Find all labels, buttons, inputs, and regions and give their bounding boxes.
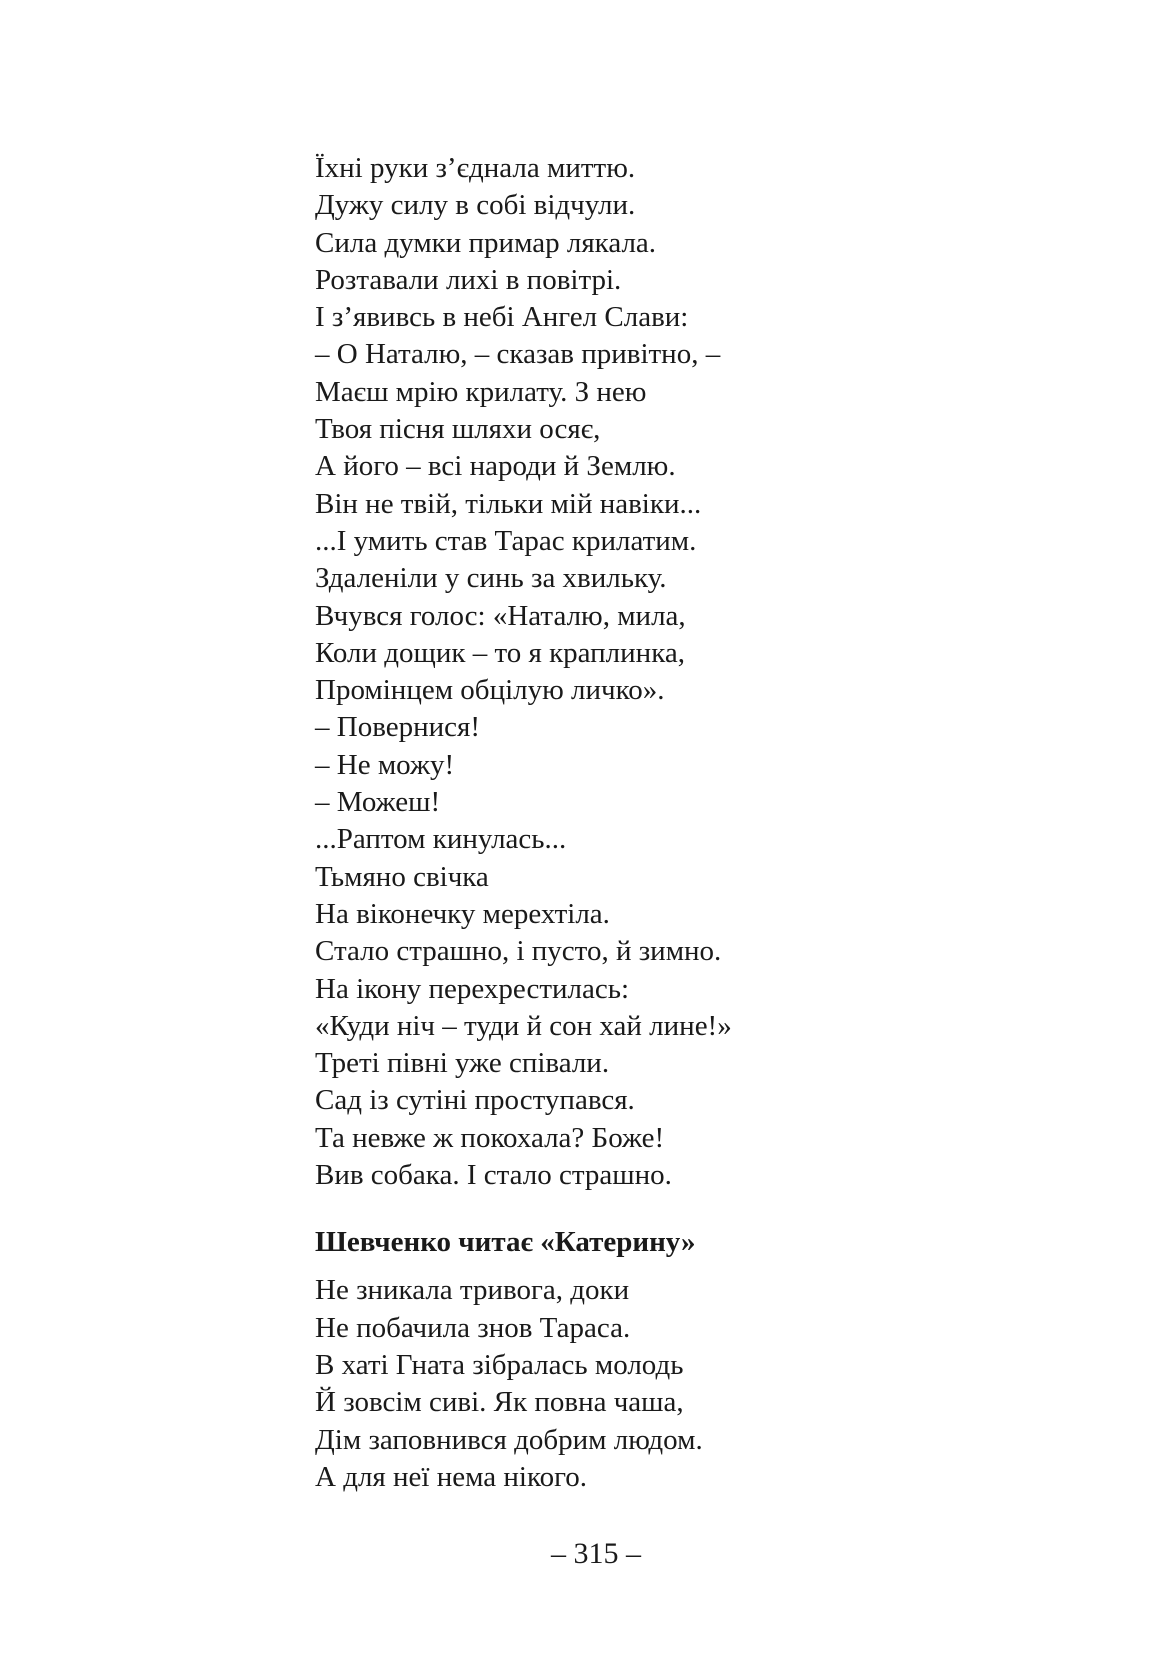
verse-line: Їхні руки з’єднала миттю. <box>315 152 636 184</box>
text-column <box>315 150 935 1496</box>
verse-line: Маєш мрію крилату. З нею <box>315 375 647 408</box>
verse-line: Дім заповнився добрим людом. <box>315 1423 703 1456</box>
verse-line: А для неї нема нікого. <box>315 1460 587 1493</box>
verse-line: На віконечку мерехтіла. <box>315 897 610 930</box>
verse-line: Сад із сутіні проступався. <box>315 1084 635 1117</box>
verse-line: А його – всі народи й Землю. <box>315 450 676 483</box>
verse-line: Промінцем обцілую личко». <box>315 674 665 707</box>
verse-line: ...Раптом кинулась... <box>315 823 567 856</box>
verse-line: Сила думки примар лякала. <box>315 226 657 259</box>
verse-line: Стало страшно, і пусто, й зимно. <box>315 935 722 968</box>
verse-line: Й зовсім сиві. Як повна чаша, <box>315 1386 684 1419</box>
verse-line: Та невже ж покохала? Боже! <box>315 1121 665 1154</box>
verse-line: Він не твій, тільки мій навіки... <box>315 487 702 520</box>
verse-line: Розтавали лихі в повітрі. <box>315 263 622 296</box>
verse-line: Коли дощик – то я краплинка, <box>315 636 685 669</box>
verse-line: Тьмяно свічка <box>315 860 489 893</box>
verse-line: Дужу силу в собі відчули. <box>315 189 636 222</box>
verse-line: – Повернися! <box>315 711 480 744</box>
verse-line: І з’явивсь в небі Ангел Слави: <box>315 301 689 334</box>
verse-line: Твоя пісня шляхи осяє, <box>315 413 601 446</box>
verse-line: – Можеш! <box>315 786 441 819</box>
verse-line: Не зникала тривога, доки <box>315 1274 630 1307</box>
verse-line: ...І умить став Тарас крилатим. <box>315 524 697 557</box>
verse-line: Не побачила знов Тараса. <box>315 1311 631 1344</box>
section-title: Шевченко читає «Катерину» <box>315 1226 696 1259</box>
verse-line: – О Наталю, – сказав привітно, – <box>315 338 721 371</box>
verse-line: Вив собака. І стало страшно. <box>315 1159 672 1192</box>
verse-line: Здаленіли у синь за хвильку. <box>315 562 667 595</box>
verse-line: На ікону перехрестилась: <box>315 972 630 1005</box>
verse-line: Вчувся голос: «Наталю, мила, <box>315 599 686 632</box>
verse-line: «Куди ніч – туди й сон хай лине!» <box>315 1009 732 1042</box>
verse-line: – Не можу! <box>315 748 455 781</box>
page-number: – 315 – <box>551 1537 641 1570</box>
poem-stanza-2 <box>315 1272 935 1496</box>
verse-line: В хаті Гната зібралась молодь <box>315 1348 684 1381</box>
poem-stanza-1 <box>315 150 935 1194</box>
verse-line: Треті півні уже співали. <box>315 1047 610 1080</box>
